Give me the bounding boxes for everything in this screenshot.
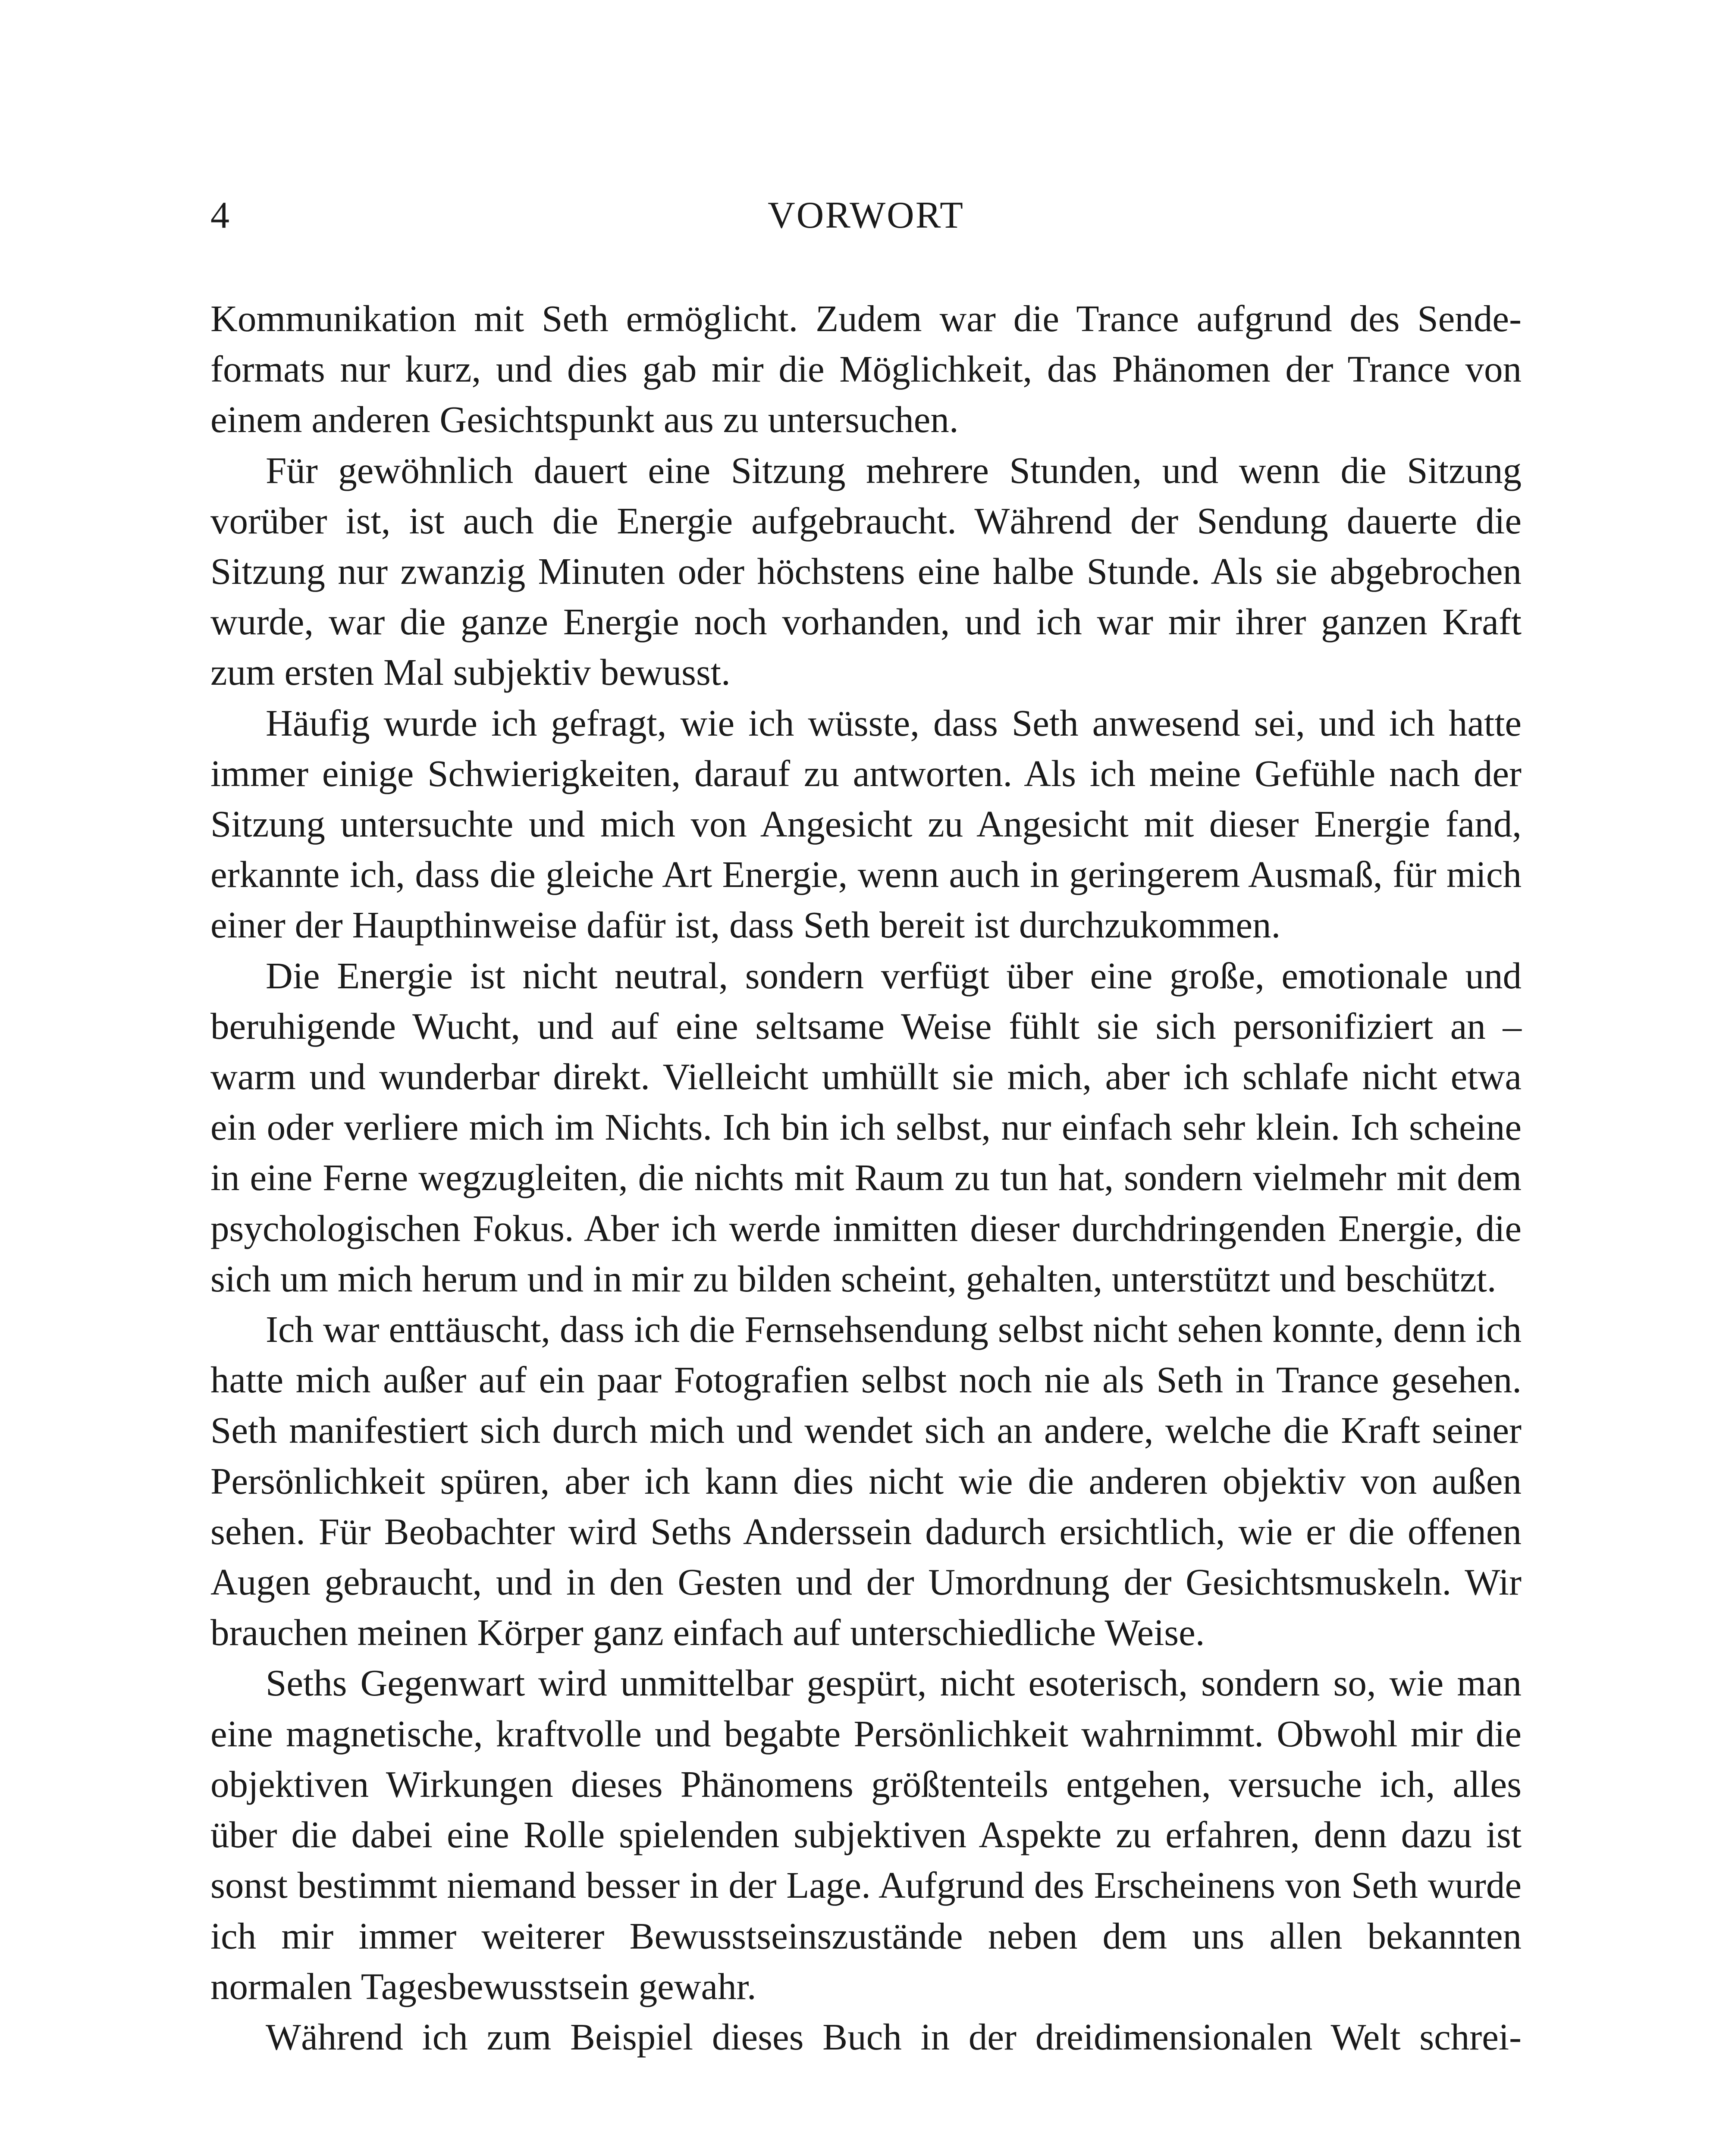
body-text [210, 293, 1522, 2062]
paragraph: Kommunikation mit Seth ermöglicht. Zudem war die Trance aufgrund des Sendeformats nur kurz, und dies gab mir die Möglichkeit, das Phänomen der Trance von einem anderen Gesichtspunkt aus zu untersuchen. [210, 298, 1522, 441]
running-header [210, 190, 1522, 241]
page-number: 4 [210, 194, 229, 236]
paragraph: Ich war enttäuscht, dass ich die Fernsehsendung selbst nicht sehen konnte, denn ich hatte mich außer auf ein paar Fotografien selbst noch nie als Seth in Trance gesehen. Seth manifestiert sich durch mich und wendet sich an andere, welche die Kraft seiner Persönlichkeit spüren, aber ich kann dies nicht wie die anderen objektiv von außen sehen. Für Beobachter wird Seths Anderssein dadurch ersichtlich, wie er die offenen Augen gebraucht, und in den Gesten und der Umordnung der Gesichtsmuskeln. Wir brauchen meinen Körper ganz einfach auf unterschiedliche Weise. [210, 1308, 1522, 1654]
paragraph: Seths Gegenwart wird unmittelbar gespürt, nicht esoterisch, sondern so, wie man eine magnetische, kraftvolle und begabte Persönlichkeit wahrnimmt. Obwohl mir die objektiven Wirkungen dieses Phänomens größtenteils entgehen, versuche ich, alles über die dabei eine Rolle spielenden subjektiven Aspekte zu erfahren, denn dazu ist sonst bestimmt niemand besser in der Lage. Aufgrund des Erscheinens von Seth wurde ich mir immer weiterer Bewusstseinszustände neben dem uns allen bekannten normalen Tagesbewusstsein gewahr. [210, 1662, 1522, 2007]
paragraph: Die Energie ist nicht neutral, sondern verfügt über eine große, emotionale und beruhigende Wucht, und auf eine seltsame Weise fühlt sie sich personifiziert an – warm und wunderbar direkt. Vielleicht umhüllt sie mich, aber ich schlafe nicht etwa ein oder verliere mich im Nichts. Ich bin ich selbst, nur einfach sehr klein. Ich scheine in eine Ferne wegzugleiten, die nichts mit Raum zu tun hat, sondern vielmehr mit dem psychologischen Fokus. Aber ich werde inmitten dieser durchdringenden Energie, die sich um mich herum und in mir zu bilden scheint, gehalten, unterstützt und beschützt. [210, 954, 1522, 1300]
running-title: VORWORT [768, 194, 964, 236]
paragraph: Während ich zum Beispiel dieses Buch in der dreidimensionalen Welt schrei- [266, 2015, 1522, 2058]
paragraph: Für gewöhnlich dauert eine Sitzung mehrere Stunden, und wenn die Sitzung vorüber ist, ist auch die Energie aufgebraucht. Während der Sendung dauerte die Sitzung nur zwanzig Minuten oder höchstens eine halbe Stunde. Als sie abgebrochen wurde, war die ganze Energie noch vorhanden, und ich war mir ihrer ganzen Kraft zum ersten Mal subjektiv bewusst. [210, 449, 1522, 693]
paragraph: Häufig wurde ich gefragt, wie ich wüsste, dass Seth anwesend sei, und ich hatte immer einige Schwierigkeiten, darauf zu antworten. Als ich meine Gefühle nach der Sitzung untersuchte und mich von Angesicht zu Angesicht mit dieser Energie fand, erkannte ich, dass die gleiche Art Energie, wenn auch in geringerem Ausmaß, für mich einer der Haupthinweise dafür ist, dass Seth bereit ist durchzukommen. [210, 702, 1522, 946]
